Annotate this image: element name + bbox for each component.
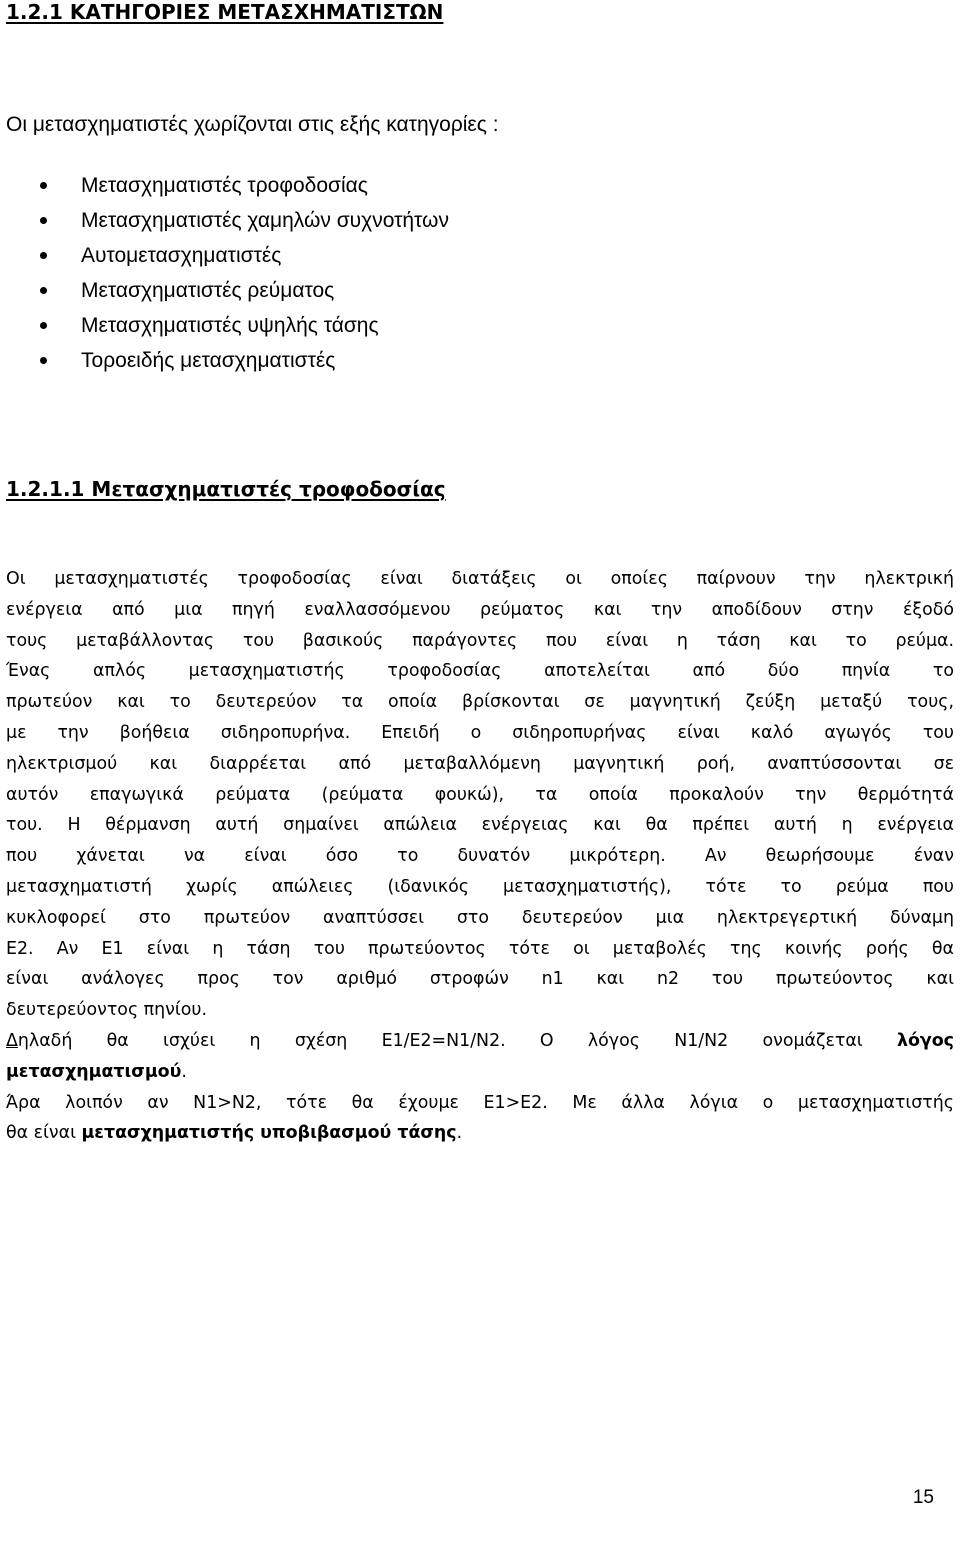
bold-term: μετασχηματισμού	[6, 1061, 182, 1082]
list-item	[40, 238, 449, 273]
ratio-line-continued	[6, 1057, 954, 1088]
body-line: μετασχηματιστή χωρίς απώλειες (ιδανικός μετασχηματιστής), τότε το ρεύμα που	[6, 876, 954, 897]
subsection-heading: 1.2.1.1 Μετασχηματιστές τροφοδοσίας	[6, 477, 446, 501]
list-item-label: Μετασχηματιστές ρεύματος	[81, 279, 335, 302]
bold-term: λόγος	[896, 1030, 954, 1051]
conclusion-line: Άρα λοιπόν αν Ν1>Ν2, τότε θα έχουμε Ε1>Ε2. Με άλλα λόγια ο μετασχηματιστής	[6, 1092, 954, 1113]
intro-paragraph: Οι μετασχηματιστές χωρίζονται στις εξής κατηγορίες :	[6, 113, 499, 136]
list-item	[40, 168, 449, 203]
body-line: αυτόν επαγωγικά ρεύματα (ρεύματα φουκώ), τα οποία προκαλούν την θερμότητά	[6, 784, 954, 805]
ratio-text: ηλαδή θα ισχύει η σχέση Ε1/Ε2=Ν1/Ν2. Ο λόγος Ν1/Ν2 ονομάζεται	[17, 1030, 863, 1051]
conclusion-line-continued	[6, 1118, 954, 1149]
body-line: ηλεκτρισμού και διαρρέεται από μεταβαλλόμενη μαγνητική ροή, αναπτύσσονται σε	[6, 753, 954, 774]
transformer-categories-list	[40, 168, 449, 378]
bullet-icon	[40, 322, 47, 329]
list-item	[40, 273, 449, 308]
list-item	[40, 343, 449, 378]
list-item	[40, 203, 449, 238]
list-item-label: Αυτομετασχηματιστές	[81, 244, 282, 267]
bullet-icon	[40, 357, 47, 364]
section-heading: 1.2.1 ΚΑΤΗΓΟΡΙΕΣ ΜΕΤΑΣΧΗΜΑΤΙΣΤΩΝ	[6, 0, 444, 24]
body-line: ενέργεια από μια πηγή εναλλασσόμενου ρεύματος και την αποδίδουν στην έξοδό	[6, 599, 954, 620]
list-item-label: Μετασχηματιστές υψηλής τάσης	[81, 314, 379, 337]
body-line: είναι ανάλογες προς τον αριθμό στροφών n1 και n2 του πρωτεύοντος και	[6, 969, 954, 990]
list-item-label: Μετασχηματιστές χαμηλών συχνοτήτων	[81, 209, 449, 232]
body-line: με την βοήθεια σιδηροπυρήνα. Επειδή ο σιδηροπυρήνας είναι καλό αγωγός του	[6, 722, 954, 743]
bullet-icon	[40, 217, 47, 224]
bullet-icon	[40, 287, 47, 294]
list-item	[40, 308, 449, 343]
punctuation: .	[456, 1123, 463, 1144]
list-item-label: Μετασχηματιστές τροφοδοσίας	[81, 174, 368, 197]
body-line: κυκλοφορεί στο πρωτεύον αναπτύσσει στο δευτερεύον μια ηλεκτρεγερτική δύναμη	[6, 907, 954, 928]
bullet-icon	[40, 182, 47, 189]
list-item-label: Τοροειδής μετασχηματιστές	[81, 349, 336, 372]
body-line: Οι μετασχηματιστές τροφοδοσίας είναι διατάξεις οι οποίες παίρνουν την ηλεκτρική	[6, 569, 954, 589]
body-line: δευτερεύοντος πηνίου.	[6, 1000, 207, 1021]
page-number: 15	[912, 1487, 934, 1508]
body-line: που χάνεται να είναι όσο το δυνατόν μικρότερη. Αν θεωρήσουμε έναν	[6, 846, 954, 867]
body-line: Ε2. Αν Ε1 είναι η τάση του πρωτεύοντος τότε οι μεταβολές της κοινής ροής θα	[6, 938, 954, 959]
bold-term: μετασχηματιστής υποβιβασμού τάσης	[81, 1123, 457, 1144]
body-line: του. Η θέρμανση αυτή σημαίνει απώλεια ενέργειας και θα πρέπει αυτή η ενέργεια	[6, 815, 954, 836]
underlined-letter: Δ	[6, 1030, 18, 1051]
ratio-line	[6, 1026, 954, 1057]
bullet-icon	[40, 252, 47, 259]
body-line: πρωτεύον και το δευτερεύον τα οποία βρίσκονται σε μαγνητική ζεύξη μεταξύ τους,	[6, 692, 954, 713]
body-line: τους μεταβάλλοντας του βασικούς παράγοντες που είναι η τάση και το ρεύμα.	[6, 630, 954, 651]
conclusion-text: θα είναι	[6, 1123, 76, 1144]
body-line: Ένας απλός μετασχηματιστής τροφοδοσίας αποτελείται από δύο πηνία το	[6, 661, 954, 682]
punctuation: .	[181, 1061, 187, 1082]
body-paragraph	[6, 564, 954, 1149]
